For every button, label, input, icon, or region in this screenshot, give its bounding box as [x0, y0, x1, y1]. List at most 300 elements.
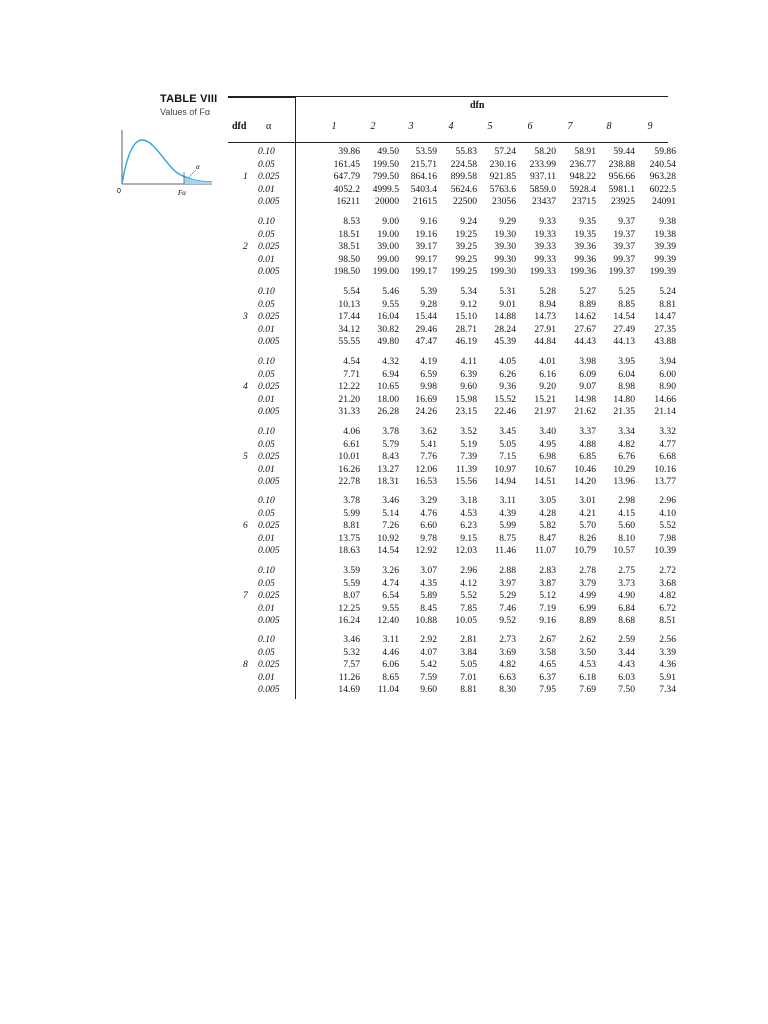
- table-cell: 963.28: [649, 171, 676, 183]
- table-cell: 3.11: [499, 495, 516, 506]
- table-row: [228, 463, 676, 477]
- table-cell: 9.24: [460, 216, 477, 227]
- table-cell: 224.58: [450, 158, 477, 170]
- table-cell: 6.76: [618, 451, 635, 463]
- table-cell: 4.46: [382, 646, 399, 658]
- table-cell: 4.35: [420, 577, 437, 589]
- table-cell: 4.53: [460, 507, 477, 519]
- table-cell: 14.66: [654, 393, 676, 405]
- table-cell: 98.50: [338, 253, 360, 265]
- table-cell: 4.82: [499, 659, 516, 671]
- table-cell: 7.46: [499, 602, 516, 614]
- table-cell: 10.57: [613, 545, 635, 557]
- table-cell: 39.25: [455, 241, 477, 253]
- table-cell: 7.39: [460, 451, 477, 463]
- column-header-5: 5: [487, 121, 493, 132]
- table-cell: 19.00: [377, 228, 399, 240]
- table-cell: 28.71: [455, 323, 477, 335]
- table-cell: 3.79: [579, 577, 596, 589]
- zero-label: 0: [117, 188, 121, 195]
- table-cell: 58.91: [574, 146, 596, 157]
- table-cell: 22500: [453, 196, 477, 208]
- table-cell: 10.16: [654, 463, 676, 475]
- table-cell: 3.46: [382, 495, 399, 506]
- table-cell: 6.26: [499, 368, 516, 380]
- table-cell: 9.16: [420, 216, 437, 227]
- table-cell: 6.16: [539, 368, 556, 380]
- table-cell: 4.43: [618, 659, 635, 671]
- table-cell: 199.50: [372, 158, 399, 170]
- table-cell: 240.54: [649, 158, 676, 170]
- table-cell: 10.79: [574, 545, 596, 557]
- table-cell: 16.69: [415, 393, 437, 405]
- table-row: [228, 684, 676, 697]
- table-cell: 16.04: [377, 311, 399, 323]
- alpha-value: 0.10: [258, 565, 275, 576]
- table-cell: 9.52: [499, 615, 516, 627]
- table-cell: 39.39: [654, 241, 676, 253]
- table-cell: 8.81: [460, 684, 477, 696]
- table-cell: 15.98: [455, 393, 477, 405]
- alpha-value: 0.005: [258, 545, 280, 557]
- alpha-value: 0.10: [258, 495, 275, 506]
- table-cell: 4.74: [382, 577, 399, 589]
- table-cell: 161.45: [333, 158, 360, 170]
- table-row: [228, 146, 676, 159]
- dfd-block-6: [228, 495, 676, 558]
- table-cell: 3.87: [539, 577, 556, 589]
- table-cell: 5.46: [382, 286, 399, 297]
- table-cell: 4.99: [579, 590, 596, 602]
- table-cell: 7.95: [539, 684, 556, 696]
- table-cell: 8.51: [659, 615, 676, 627]
- table-cell: 3.29: [420, 495, 437, 506]
- table-cell: 3.97: [499, 577, 516, 589]
- table-cell: 2.56: [659, 634, 676, 645]
- table-cell: 39.36: [574, 241, 596, 253]
- table-cell: 19.38: [654, 228, 676, 240]
- alpha-value: 0.10: [258, 634, 275, 645]
- alpha-value: 0.025: [258, 171, 280, 183]
- alpha-pointer: [188, 170, 196, 178]
- table-cell: 6.04: [618, 368, 635, 380]
- table-cell: 10.29: [613, 463, 635, 475]
- table-cell: 4.21: [579, 507, 596, 519]
- table-cell: 8.90: [659, 381, 676, 393]
- table-cell: 4.88: [579, 438, 596, 450]
- table-cell: 24091: [652, 196, 676, 208]
- table-cell: 10.97: [494, 463, 516, 475]
- table-cell: 19.25: [455, 228, 477, 240]
- dfd-block-2: [228, 216, 676, 279]
- table-cell: 22.46: [494, 406, 516, 418]
- table-cell: 9.20: [539, 381, 556, 393]
- table-cell: 3.78: [382, 426, 399, 437]
- table-cell: 199.39: [649, 266, 676, 278]
- table-cell: 8.89: [579, 615, 596, 627]
- table-cell: 12.25: [338, 602, 360, 614]
- table-row: [228, 602, 676, 616]
- table-cell: 9.35: [579, 216, 596, 227]
- table-cell: 3.45: [499, 426, 516, 437]
- table-cell: 9.29: [499, 216, 516, 227]
- table-cell: 5.05: [460, 659, 477, 671]
- table-cell: 16.24: [338, 615, 360, 627]
- table-cell: 39.17: [415, 241, 437, 253]
- table-cell: 10.67: [534, 463, 556, 475]
- table-cell: 238.88: [608, 158, 635, 170]
- table-cell: 9.55: [382, 298, 399, 310]
- alpha-value: 0.025: [258, 659, 280, 671]
- alpha-value: 0.01: [258, 323, 275, 335]
- table-cell: 57.24: [494, 146, 516, 157]
- dfd-header: dfd: [232, 121, 247, 132]
- table-cell: 49.50: [377, 146, 399, 157]
- table-cell: 99.39: [654, 253, 676, 265]
- dfd-value: 8: [243, 659, 248, 671]
- table-cell: 5928.4: [569, 183, 596, 195]
- table-cell: 7.98: [659, 532, 676, 544]
- alpha-value: 0.005: [258, 266, 280, 278]
- table-row: [228, 158, 676, 172]
- table-cell: 3.01: [579, 495, 596, 506]
- dfd-block-8: [228, 634, 676, 697]
- table-cell: 15.52: [494, 393, 516, 405]
- alpha-value: 0.10: [258, 146, 275, 157]
- table-cell: 3.11: [382, 634, 399, 645]
- table-cell: 23.15: [455, 406, 477, 418]
- table-cell: 9.60: [420, 684, 437, 696]
- table-cell: 18.51: [338, 228, 360, 240]
- dfd-block-4: [228, 356, 676, 419]
- table-cell: 39.86: [338, 146, 360, 157]
- f-alpha-label: Fα: [178, 189, 186, 197]
- table-cell: 7.59: [420, 671, 437, 683]
- table-cell: 45.39: [494, 336, 516, 348]
- table-row: [228, 183, 676, 197]
- table-row: [228, 646, 676, 660]
- table-cell: 7.19: [539, 602, 556, 614]
- table-cell: 10.65: [377, 381, 399, 393]
- table-cell: 7.01: [460, 671, 477, 683]
- table-cell: 4.65: [539, 659, 556, 671]
- table-cell: 899.58: [450, 171, 477, 183]
- table-cell: 3.94: [659, 356, 676, 367]
- dfd-value: 7: [243, 590, 248, 602]
- table-cell: 6.18: [579, 671, 596, 683]
- table-cell: 10.39: [654, 545, 676, 557]
- dfd-value: 3: [243, 311, 248, 323]
- table-cell: 5.12: [539, 590, 556, 602]
- table-cell: 8.65: [382, 671, 399, 683]
- table-row: [228, 241, 676, 254]
- table-cell: 24.26: [415, 406, 437, 418]
- table-row: [228, 216, 676, 229]
- table-cell: 11.07: [534, 545, 556, 557]
- alpha-value: 0.005: [258, 406, 280, 418]
- alpha-value: 0.025: [258, 520, 280, 532]
- table-cell: 2.96: [460, 565, 477, 576]
- table-cell: 9.33: [539, 216, 556, 227]
- table-cell: 9.15: [460, 532, 477, 544]
- table-cell: 3.05: [539, 495, 556, 506]
- table-cell: 2.62: [579, 634, 596, 645]
- table-cell: 2.96: [659, 495, 676, 506]
- table-cell: 5.14: [382, 507, 399, 519]
- table-cell: 6.00: [659, 368, 676, 380]
- table-cell: 58.20: [534, 146, 556, 157]
- table-cell: 3.44: [618, 646, 635, 658]
- table-cell: 8.10: [618, 532, 635, 544]
- table-cell: 199.36: [569, 266, 596, 278]
- table-cell: 3.52: [460, 426, 477, 437]
- table-cell: 14.73: [534, 311, 556, 323]
- table-cell: 21.20: [338, 393, 360, 405]
- alpha-value: 0.01: [258, 602, 275, 614]
- table-cell: 6.63: [499, 671, 516, 683]
- table-cell: 7.69: [579, 684, 596, 696]
- table-cell: 8.68: [618, 615, 635, 627]
- table-cell: 18.00: [377, 393, 399, 405]
- table-cell: 7.15: [499, 451, 516, 463]
- table-cell: 20000: [375, 196, 399, 208]
- alpha-value: 0.10: [258, 216, 275, 227]
- table-cell: 8.47: [539, 532, 556, 544]
- table-cell: 2.88: [499, 565, 516, 576]
- alpha-header: α: [266, 121, 272, 132]
- table-cell: 22.78: [338, 476, 360, 488]
- table-cell: 5763.6: [489, 183, 516, 195]
- table-cell: 13.96: [613, 476, 635, 488]
- table-cell: 4.95: [539, 438, 556, 450]
- table-cell: 99.25: [455, 253, 477, 265]
- table-cell: 5624.6: [450, 183, 477, 195]
- table-cell: 5.52: [659, 520, 676, 532]
- table-cell: 10.01: [338, 451, 360, 463]
- table-cell: 12.22: [338, 381, 360, 393]
- table-cell: 14.69: [338, 684, 360, 696]
- column-header-9: 9: [647, 121, 653, 132]
- table-cell: 11.46: [494, 545, 516, 557]
- table-cell: 14.98: [574, 393, 596, 405]
- table-cell: 5.29: [499, 590, 516, 602]
- table-cell: 11.04: [377, 684, 399, 696]
- table-cell: 956.66: [608, 171, 635, 183]
- table-cell: 4.82: [618, 438, 635, 450]
- table-cell: 6.54: [382, 590, 399, 602]
- table-cell: 99.17: [415, 253, 437, 265]
- table-cell: 28.24: [494, 323, 516, 335]
- alpha-value: 0.05: [258, 646, 275, 658]
- table-cell: 99.33: [534, 253, 556, 265]
- dfd-block-7: [228, 565, 676, 628]
- table-row: [228, 520, 676, 533]
- table-cell: 2.92: [420, 634, 437, 645]
- alpha-value: 0.025: [258, 381, 280, 393]
- table-cell: 5.41: [420, 438, 437, 450]
- table-cell: 17.44: [338, 311, 360, 323]
- table-row: [228, 545, 676, 558]
- table-cell: 27.67: [574, 323, 596, 335]
- table-row: [228, 298, 676, 312]
- table-cell: 9.01: [499, 298, 516, 310]
- table-cell: 5.24: [659, 286, 676, 297]
- alpha-value: 0.025: [258, 590, 280, 602]
- table-cell: 2.59: [618, 634, 635, 645]
- table-cell: 7.26: [382, 520, 399, 532]
- table-cell: 4.19: [420, 356, 437, 367]
- table-row: [228, 381, 676, 394]
- table-cell: 4999.5: [372, 183, 399, 195]
- alpha-value: 0.01: [258, 253, 275, 265]
- table-row: [228, 323, 676, 337]
- table-cell: 198.50: [333, 266, 360, 278]
- table-cell: 230.16: [489, 158, 516, 170]
- table-cell: 23437: [532, 196, 556, 208]
- table-cell: 6.98: [539, 451, 556, 463]
- alpha-value: 0.05: [258, 228, 275, 240]
- table-cell: 5.05: [499, 438, 516, 450]
- table-cell: 6.59: [420, 368, 437, 380]
- table-cell: 6.94: [382, 368, 399, 380]
- table-cell: 6.37: [539, 671, 556, 683]
- column-header-3: 3: [408, 121, 414, 132]
- density-curve: [122, 140, 212, 184]
- dfd-block-1: [228, 146, 676, 209]
- table-row: [228, 532, 676, 546]
- table-cell: 5.52: [460, 590, 477, 602]
- table-cell: 8.26: [579, 532, 596, 544]
- alpha-value: 0.10: [258, 356, 275, 367]
- table-cell: 46.19: [455, 336, 477, 348]
- table-cell: 14.62: [574, 311, 596, 323]
- table-cell: 4052.2: [333, 183, 360, 195]
- table-cell: 23056: [492, 196, 516, 208]
- table-cell: 5.60: [618, 520, 635, 532]
- table-cell: 5859.0: [529, 183, 556, 195]
- table-cell: 864.16: [410, 171, 437, 183]
- table-row: [228, 393, 676, 407]
- alpha-value: 0.01: [258, 183, 275, 195]
- table-cell: 233.99: [529, 158, 556, 170]
- table-row: [228, 565, 676, 578]
- alpha-value: 0.01: [258, 463, 275, 475]
- table-cell: 7.85: [460, 602, 477, 614]
- table-cell: 199.00: [372, 266, 399, 278]
- table-cell: 6.72: [659, 602, 676, 614]
- table-cell: 3.37: [579, 426, 596, 437]
- alpha-value: 0.05: [258, 507, 275, 519]
- table-cell: 5.54: [343, 286, 360, 297]
- table-cell: 21.14: [654, 406, 676, 418]
- table-cell: 11.26: [338, 671, 360, 683]
- table-cell: 12.06: [415, 463, 437, 475]
- table-cell: 39.00: [377, 241, 399, 253]
- table-cell: 39.30: [494, 241, 516, 253]
- table-top-rule-left: [228, 96, 296, 98]
- table-cell: 4.82: [659, 590, 676, 602]
- table-cell: 7.71: [343, 368, 360, 380]
- table-cell: 99.37: [613, 253, 635, 265]
- table-cell: 26.28: [377, 406, 399, 418]
- table-cell: 3.46: [343, 634, 360, 645]
- table-cell: 3.59: [343, 565, 360, 576]
- table-row: [228, 286, 676, 299]
- alpha-value: 0.05: [258, 368, 275, 380]
- table-cell: 19.33: [534, 228, 556, 240]
- table-row: [228, 507, 676, 521]
- table-cell: 3.58: [539, 646, 556, 658]
- table-cell: 4.90: [618, 590, 635, 602]
- table-cell: 9.36: [499, 381, 516, 393]
- table-cell: 99.36: [574, 253, 596, 265]
- table-cell: 27.35: [654, 323, 676, 335]
- table-title: TABLE VIII: [160, 93, 218, 105]
- dfd-value: 4: [243, 381, 248, 393]
- table-cell: 4.39: [499, 507, 516, 519]
- table-cell: 5.19: [460, 438, 477, 450]
- dfd-value: 2: [243, 241, 248, 253]
- table-cell: 8.94: [539, 298, 556, 310]
- table-cell: 9.55: [382, 602, 399, 614]
- column-header-8: 8: [606, 121, 612, 132]
- table-row: [228, 451, 676, 464]
- table-cell: 9.00: [382, 216, 399, 227]
- table-cell: 3.68: [659, 577, 676, 589]
- dfn-header: dfn: [470, 100, 485, 111]
- table-cell: 38.51: [338, 241, 360, 253]
- table-cell: 4.53: [579, 659, 596, 671]
- table-cell: 6.84: [618, 602, 635, 614]
- table-cell: 6.03: [618, 671, 635, 683]
- table-cell: 6.85: [579, 451, 596, 463]
- table-cell: 937.11: [529, 171, 556, 183]
- table-cell: 34.12: [338, 323, 360, 335]
- table-cell: 5.89: [420, 590, 437, 602]
- table-cell: 14.94: [494, 476, 516, 488]
- table-row: [228, 476, 676, 489]
- table-cell: 6.23: [460, 520, 477, 532]
- table-cell: 18.31: [377, 476, 399, 488]
- table-cell: 5.70: [579, 520, 596, 532]
- table-cell: 799.50: [372, 171, 399, 183]
- alpha-value: 0.05: [258, 577, 275, 589]
- table-cell: 12.03: [455, 545, 477, 557]
- alpha-value: 0.10: [258, 286, 275, 297]
- table-subtitle: Values of Fα: [160, 107, 211, 117]
- table-cell: 4.77: [659, 438, 676, 450]
- table-cell: 3.73: [618, 577, 635, 589]
- table-cell: 59.86: [654, 146, 676, 157]
- table-cell: 15.56: [455, 476, 477, 488]
- table-cell: 21.97: [534, 406, 556, 418]
- table-cell: 10.92: [377, 532, 399, 544]
- table-cell: 199.30: [489, 266, 516, 278]
- table-cell: 8.45: [420, 602, 437, 614]
- table-cell: 21.35: [613, 406, 635, 418]
- table-cell: 44.43: [574, 336, 596, 348]
- table-cell: 59.44: [613, 146, 635, 157]
- table-cell: 14.47: [654, 311, 676, 323]
- alpha-value: 0.025: [258, 241, 280, 253]
- table-cell: 9.60: [460, 381, 477, 393]
- table-cell: 23925: [611, 196, 635, 208]
- table-cell: 9.78: [420, 532, 437, 544]
- table-cell: 3.98: [579, 356, 596, 367]
- table-row: [228, 253, 676, 267]
- table-cell: 13.77: [654, 476, 676, 488]
- table-cell: 6.99: [579, 602, 596, 614]
